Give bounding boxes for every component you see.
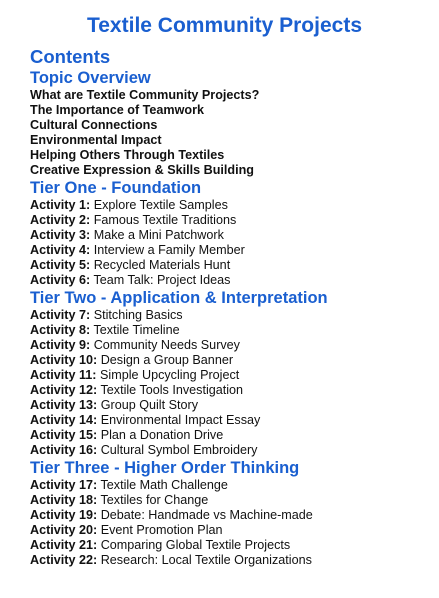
activity-name: Group Quilt Story [100, 398, 198, 412]
activity-name: Recycled Materials Hunt [93, 258, 231, 272]
activity-item [30, 413, 427, 428]
activity-number: Activity 16: [30, 443, 98, 457]
activity-item [30, 508, 427, 523]
activity-number: Activity 22: [30, 553, 98, 567]
activity-name: Textile Math Challenge [100, 478, 228, 492]
activity-number: Activity 14: [30, 413, 98, 427]
activity-item [30, 323, 427, 338]
activity-name: Textiles for Change [100, 493, 209, 507]
activity-number: Activity 10: [30, 353, 98, 367]
activity-number: Activity 12: [30, 383, 98, 397]
topic-overview-heading: Topic Overview [30, 69, 151, 87]
tier-one-list [30, 198, 427, 288]
activity-name: Cultural Symbol Embroidery [100, 443, 258, 457]
activity-item [30, 353, 427, 368]
activity-number: Activity 1: [30, 198, 91, 212]
activity-name: Make a Mini Patchwork [93, 228, 224, 242]
activity-name: Plan a Donation Drive [100, 428, 224, 442]
activity-number: Activity 6: [30, 273, 91, 287]
activity-item [30, 273, 427, 288]
activity-item [30, 258, 427, 273]
activity-item [30, 198, 427, 213]
activity-number: Activity 9: [30, 338, 91, 352]
topic-overview-list [30, 88, 427, 178]
activity-name: Explore Textile Samples [93, 198, 228, 212]
activity-name: Debate: Handmade vs Machine-made [100, 508, 313, 522]
overview-item: Environmental Impact [30, 133, 162, 147]
activity-item [30, 228, 427, 243]
activity-name: Textile Timeline [93, 323, 180, 337]
topic-overview-section [30, 68, 427, 178]
activity-item [30, 383, 427, 398]
tier-three-list [30, 478, 427, 568]
activity-name: Research: Local Textile Organizations [100, 553, 312, 567]
activity-item [30, 368, 427, 383]
activity-number: Activity 20: [30, 523, 98, 537]
activity-item [30, 553, 427, 568]
activity-number: Activity 11: [30, 368, 97, 382]
activity-number: Activity 4: [30, 243, 91, 257]
tier-two-section [30, 288, 427, 458]
overview-item: The Importance of Teamwork [30, 103, 205, 117]
overview-item: What are Textile Community Projects? [30, 88, 260, 102]
tier-two-heading: Tier Two - Application & Interpretation [30, 289, 328, 307]
activity-number: Activity 2: [30, 213, 91, 227]
activity-number: Activity 15: [30, 428, 98, 442]
activity-name: Interview a Family Member [93, 243, 245, 257]
activity-name: Event Promotion Plan [100, 523, 223, 537]
overview-item: Creative Expression & Skills Building [30, 163, 254, 177]
activity-name: Design a Group Banner [100, 353, 234, 367]
activity-item [30, 243, 427, 258]
activity-item [30, 398, 427, 413]
tier-three-section [30, 458, 427, 568]
activity-item [30, 443, 427, 458]
activity-item [30, 523, 427, 538]
activity-number: Activity 19: [30, 508, 98, 522]
overview-item: Helping Others Through Textiles [30, 148, 225, 162]
activity-name: Stitching Basics [93, 308, 183, 322]
activity-number: Activity 17: [30, 478, 98, 492]
activity-number: Activity 18: [30, 493, 98, 507]
activity-number: Activity 8: [30, 323, 91, 337]
tier-one-heading: Tier One - Foundation [30, 179, 202, 197]
activity-name: Community Needs Survey [93, 338, 240, 352]
activity-name: Famous Textile Traditions [93, 213, 237, 227]
activity-item [30, 428, 427, 443]
activity-item [30, 493, 427, 508]
activity-item [30, 213, 427, 228]
activity-number: Activity 13: [30, 398, 98, 412]
activity-item [30, 308, 427, 323]
tier-one-section [30, 178, 427, 288]
activity-name: Environmental Impact Essay [100, 413, 261, 427]
contents-heading: Contents [30, 46, 111, 67]
document-title: Textile Community Projects [86, 14, 362, 37]
tier-two-list [30, 308, 427, 458]
activity-number: Activity 21: [30, 538, 98, 552]
activity-item [30, 538, 427, 553]
activity-number: Activity 5: [30, 258, 91, 272]
overview-item: Cultural Connections [30, 118, 158, 132]
activity-item [30, 478, 427, 493]
activity-number: Activity 7: [30, 308, 91, 322]
activity-name: Team Talk: Project Ideas [93, 273, 231, 287]
activity-number: Activity 3: [30, 228, 91, 242]
tier-three-heading: Tier Three - Higher Order Thinking [30, 459, 300, 477]
activity-name: Simple Upcycling Project [100, 368, 240, 382]
activity-item [30, 338, 427, 353]
activity-name: Textile Tools Investigation [100, 383, 244, 397]
activity-name: Comparing Global Textile Projects [100, 538, 291, 552]
